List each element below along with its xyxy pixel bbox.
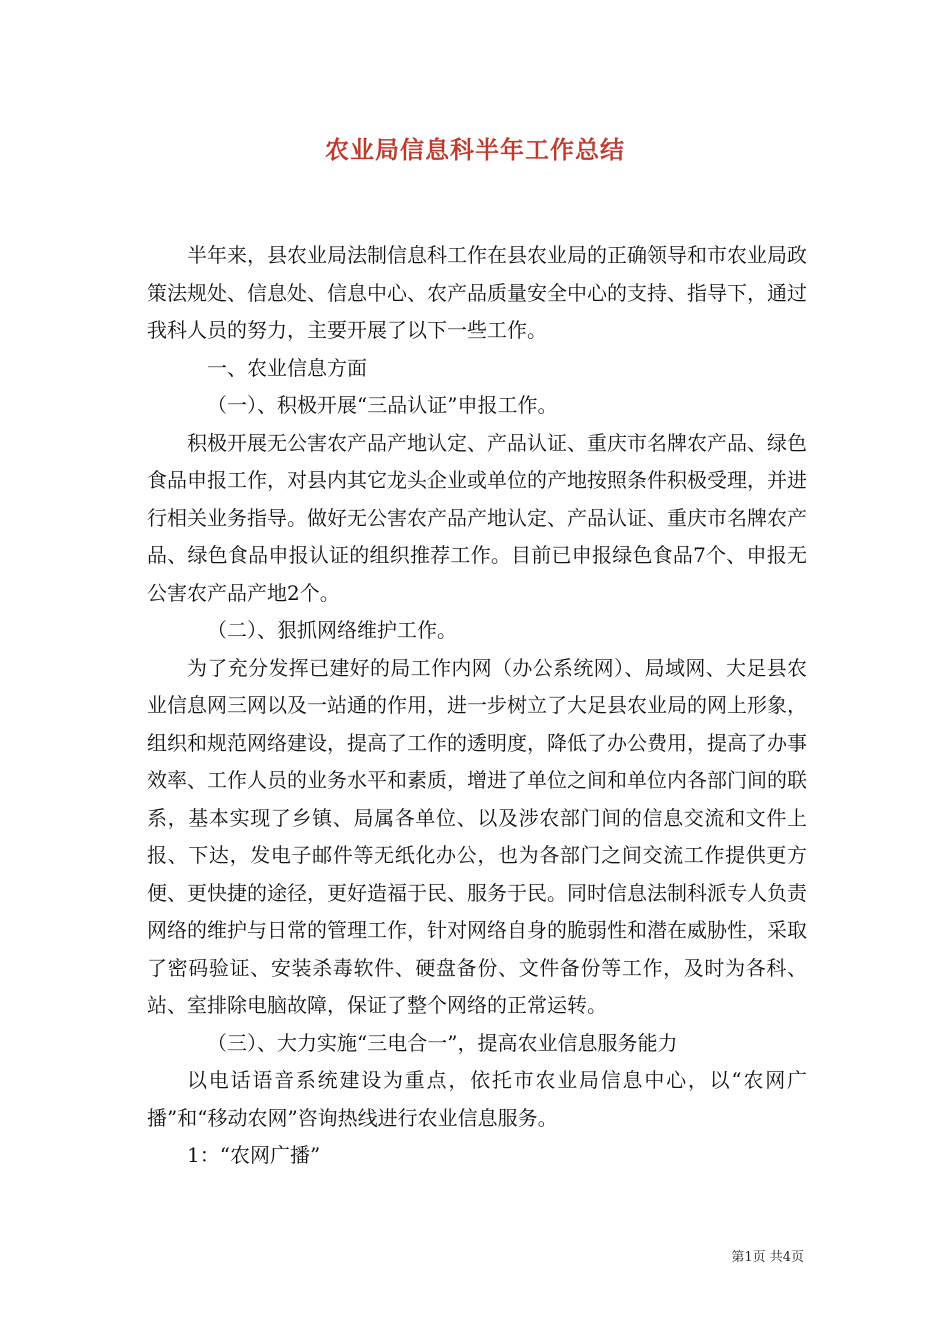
page-number: 第1页 共4页	[731, 1250, 804, 1265]
item-heading: 1：“农网广播”	[187, 1143, 321, 1167]
section-heading: 一、农业信息方面	[207, 355, 367, 380]
paragraph: 以电话语音系统建设为重点，依托市农业局信息中心，以“农网广播”和“移动农网”咨询热线进行农业信息服务。	[147, 1068, 807, 1130]
subsection-heading: （二）、狠抓网络维护工作。	[207, 618, 457, 642]
document-body	[147, 237, 807, 1175]
paragraph: 积极开展无公害农产品产地认定、产品认证、重庆市名牌农产品、绿色食品申报工作，对县内其它龙头企业或单位的产地按照条件积极受理，并进行相关业务指导。做好无公害农产品产地认定、产品认证、重庆市名牌农产品、绿色食品申报认证的组织推荐工作。目前已申报绿色食品7个、申报无公害农产品产地2个。	[147, 430, 807, 605]
subsection-heading: （三）、大力实施“三电合一”，提高农业信息服务能力	[207, 1030, 678, 1055]
document-title: 农业局信息科半年工作总结	[325, 135, 625, 164]
paragraph-intro: 半年来，县农业局法制信息科工作在县农业局的正确领导和市农业局政策法规处、信息处、信息中心、农产品质量安全中心的支持、指导下，通过我科人员的努力，主要开展了以下一些工作。	[147, 243, 807, 342]
paragraph: 为了充分发挥已建好的局工作内网（办公系统网）、局域网、大足县农业信息网三网以及一站通的作用，进一步树立了大足县农业局的网上形象，组织和规范网络建设，提高了工作的透明度，降低了办公费用，提高了办事效率、工作人员的业务水平和素质，增进了单位之间和单位内各部门间的联系，基本实现了乡镇、局属各单位、以及涉农部门间的信息交流和文件上报、下达，发电子邮件等无纸化办公，也为各部门之间交流工作提供更方便、更快捷的途径，更好造福于民、服务于民。同时信息法制科派专人负责网络的维护与日常的管理工作，针对网络自身的脆弱性和潜在威胁性，采取了密码验证、安装杀毒软件、硬盘备份、文件备份等工作，及时为各科、站、室排除电脑故障，保证了整个网络的正常运转。	[147, 655, 807, 1017]
subsection-heading: （一）、积极开展“三品认证”申报工作。	[207, 393, 558, 417]
